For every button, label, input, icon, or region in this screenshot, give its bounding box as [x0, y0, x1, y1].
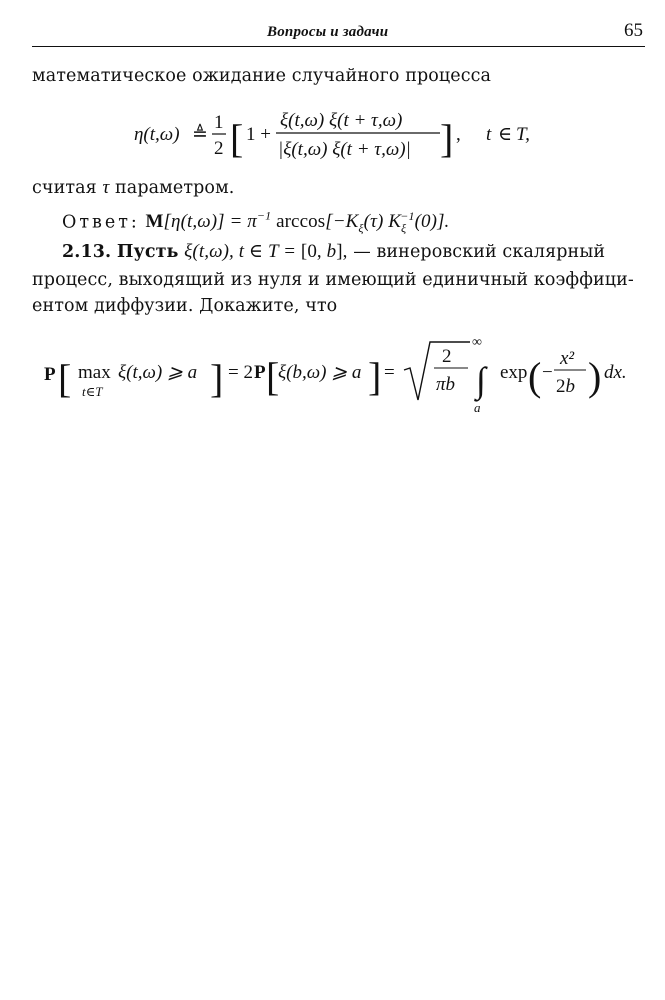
svg-text:[: [: [58, 356, 72, 401]
svg-text:t∈T: t∈T: [82, 384, 103, 399]
problem-line-3: ентом диффузии. Докажите, что: [32, 296, 338, 316]
answer-formula: $M[\eta(t,\omega)] = \pi^{-1}$ $\arccos[-K_\xi(\tau)$ $K_\xi^{-1}(0)$].: [145, 209, 450, 236]
problem-line-2: процесс, выходящий из нуля и имеющий единичный коэффици-: [32, 270, 634, 290]
svg-text:∞: ∞: [472, 335, 482, 350]
svg-text:dx.: dx.: [604, 362, 627, 383]
svg-text:]: ]: [210, 356, 224, 401]
svg-text:(: (: [528, 354, 542, 399]
svg-text:): ): [588, 354, 602, 399]
svg-text:]: ]: [440, 116, 454, 161]
answer-label: Ответ:: [62, 212, 140, 233]
svg-text:[: [: [230, 116, 244, 161]
svg-text:2b: 2b: [556, 376, 575, 397]
svg-text:=: =: [384, 362, 395, 383]
svg-text:exp: exp: [500, 362, 528, 383]
svg-text:1 +: 1 +: [246, 124, 271, 145]
text-parameter: параметром.: [115, 178, 235, 198]
svg-text:x²: x²: [560, 348, 575, 369]
svg-text:2: 2: [214, 138, 224, 159]
svg-text:t: t: [486, 124, 492, 145]
svg-text:η(t,ω): η(t,ω): [134, 124, 180, 145]
problem-rest: — винеровский скалярный: [353, 242, 606, 262]
svg-text:a: a: [474, 400, 481, 415]
svg-text:P: P: [44, 364, 56, 385]
formula-eta-definition: [130, 100, 570, 170]
svg-text:−: −: [542, 362, 553, 383]
svg-text:πb: πb: [436, 374, 456, 395]
svg-text:ξ(t,ω) ⩾ a: ξ(t,ω) ⩾ a: [118, 362, 198, 383]
problem-line-1: [62, 240, 605, 264]
svg-text:[: [: [266, 354, 280, 399]
problem-word: Пусть: [116, 242, 179, 262]
page-number: 65: [624, 20, 643, 41]
problem-number: 2.13.: [62, 242, 112, 262]
svg-text:ξ(b,ω) ⩾ a: ξ(b,ω) ⩾ a: [278, 362, 362, 383]
svg-text:= 2: = 2: [228, 362, 253, 383]
process-formula: ξ(t,ω), t ∈ T = [0, b],: [184, 241, 348, 262]
text-line-2: [32, 176, 234, 200]
svg-text:≜: ≜: [192, 124, 208, 145]
text-considering: считая: [32, 178, 97, 198]
svg-text:T,: T,: [516, 124, 530, 145]
svg-text:1: 1: [214, 112, 224, 133]
svg-text:2: 2: [442, 346, 452, 367]
svg-text:max: max: [78, 362, 111, 383]
var-tau: τ: [102, 177, 110, 198]
svg-text:ξ(t,ω) ξ(t + τ,ω): ξ(t,ω) ξ(t + τ,ω): [280, 110, 403, 131]
svg-text:∈: ∈: [498, 124, 513, 145]
svg-text:,: ,: [456, 124, 461, 145]
page-header: [32, 16, 645, 47]
text-line-1: математическое ожидание случайного процесса: [32, 66, 492, 86]
svg-text:∫: ∫: [476, 360, 486, 400]
svg-text:]: ]: [368, 354, 382, 399]
answer-line: [62, 204, 449, 240]
svg-text:P: P: [254, 362, 266, 383]
formula-probability: [40, 330, 640, 420]
running-title: Вопросы и задачи: [267, 24, 389, 40]
svg-text:|ξ(t,ω) ξ(t + τ,ω)|: |ξ(t,ω) ξ(t + τ,ω)|: [278, 139, 411, 160]
